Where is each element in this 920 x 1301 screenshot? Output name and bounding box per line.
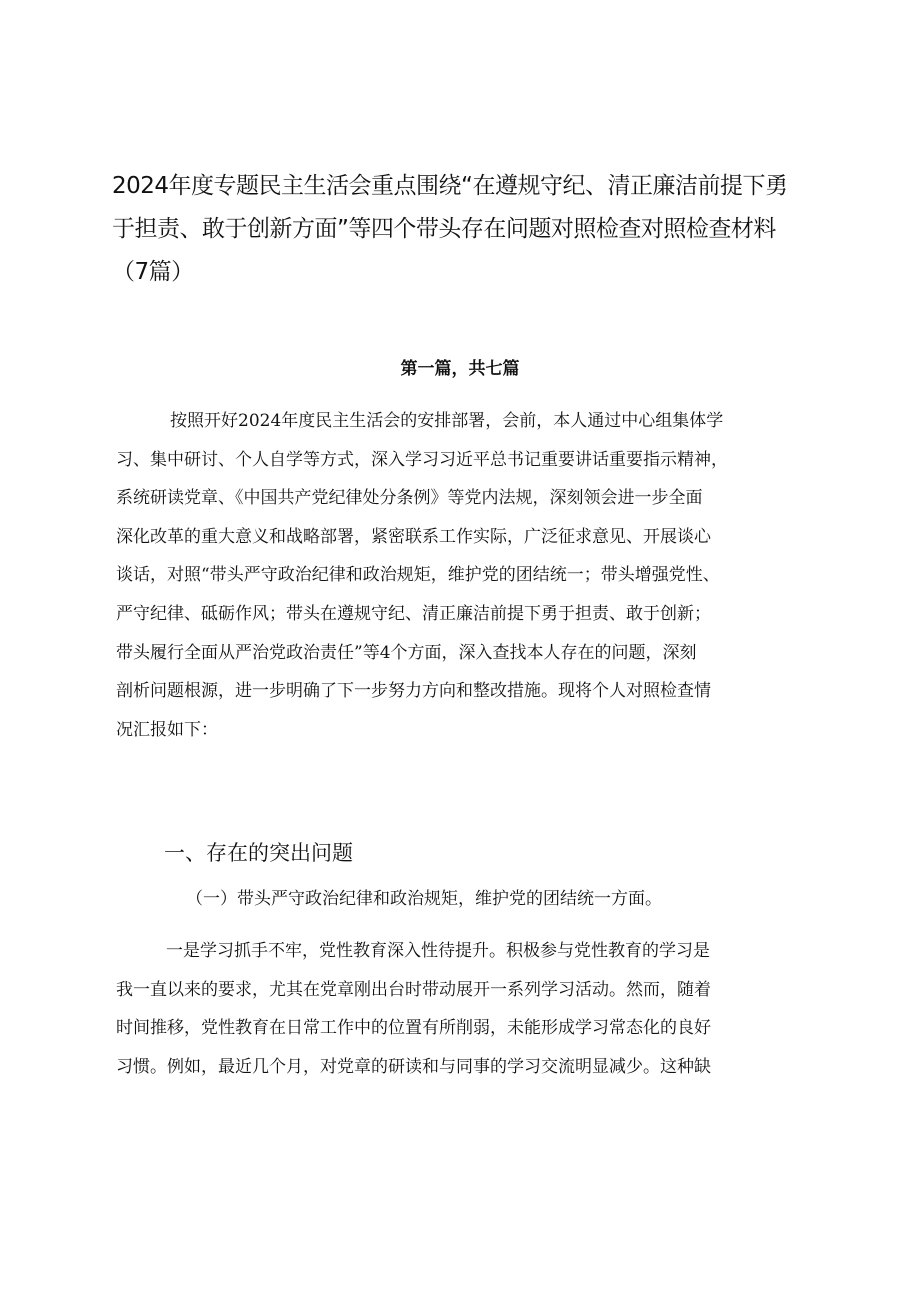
subheading: （一）带头严守政治纪律和政治规矩，维护党的团结统一方面。 [186, 889, 662, 909]
paragraph-line: 严守纪律、砥砺作风；带头在遵规守纪、清正廉洁前提下勇于担责、敢于创新； [116, 603, 711, 624]
document-title [112, 165, 824, 294]
paragraph-line: 我一直以来的要求，尤其在党章刚出台时带动展开一系列学习活动。然而，随着 [116, 979, 711, 1000]
paragraph-line: 按照开好2024年度民主生活会的安排部署，会前，本人通过中心组集体学 [170, 411, 724, 431]
paragraph-line: 剖析问题根源，进一步明确了下一步努力方向和整改措施。现将个人对照检查情 [116, 681, 711, 702]
section-title: 第一篇，共七篇 [400, 359, 520, 379]
heading-level-1: 一、存在的突出问题 [164, 841, 353, 865]
body-paragraph [116, 932, 828, 1086]
paragraph-line: 谈话，对照“带头严守政治纪律和政治规矩，维护党的团结统一；带头增强党性、 [116, 565, 720, 586]
paragraph-line: 一是学习抓手不牢，党性教育深入性待提升。积极参与党性教育的学习是 [166, 941, 710, 961]
title-line: （7篇） [112, 259, 194, 285]
title-line: 于担责、敢于创新方面”等四个带头存在问题对照检查对照检查材料 [112, 216, 776, 242]
paragraph-line: 带头履行全面从严治党政治责任”等4个方面，深入查找本人存在的问题，深刻 [116, 642, 697, 663]
paragraph-line: 习惯。例如，最近几个月，对党章的研读和与同事的学习交流明显减少。这种缺 [116, 1056, 711, 1077]
paragraph-line: 习、集中研讨、个人自学等方式，深入学习习近平总书记重要讲话重要指示精神， [116, 449, 728, 470]
intro-paragraph [116, 402, 828, 749]
paragraph-line: 深化改革的重大意义和战略部署，紧密联系工作实际，广泛征求意见、开展谈心 [116, 526, 711, 547]
paragraph-line: 系统研读党章、《中国共产党纪律处分条例》等党内法规，深刻领会进一步全面 [116, 488, 703, 509]
title-line: 2024年度专题民主生活会重点围绕“在遵规守纪、清正廉洁前提下勇 [112, 173, 788, 199]
paragraph-line: 时间推移，党性教育在日常工作中的位置有所削弱，未能形成学习常态化的良好 [116, 1018, 711, 1039]
paragraph-line: 况汇报如下： [116, 719, 218, 740]
